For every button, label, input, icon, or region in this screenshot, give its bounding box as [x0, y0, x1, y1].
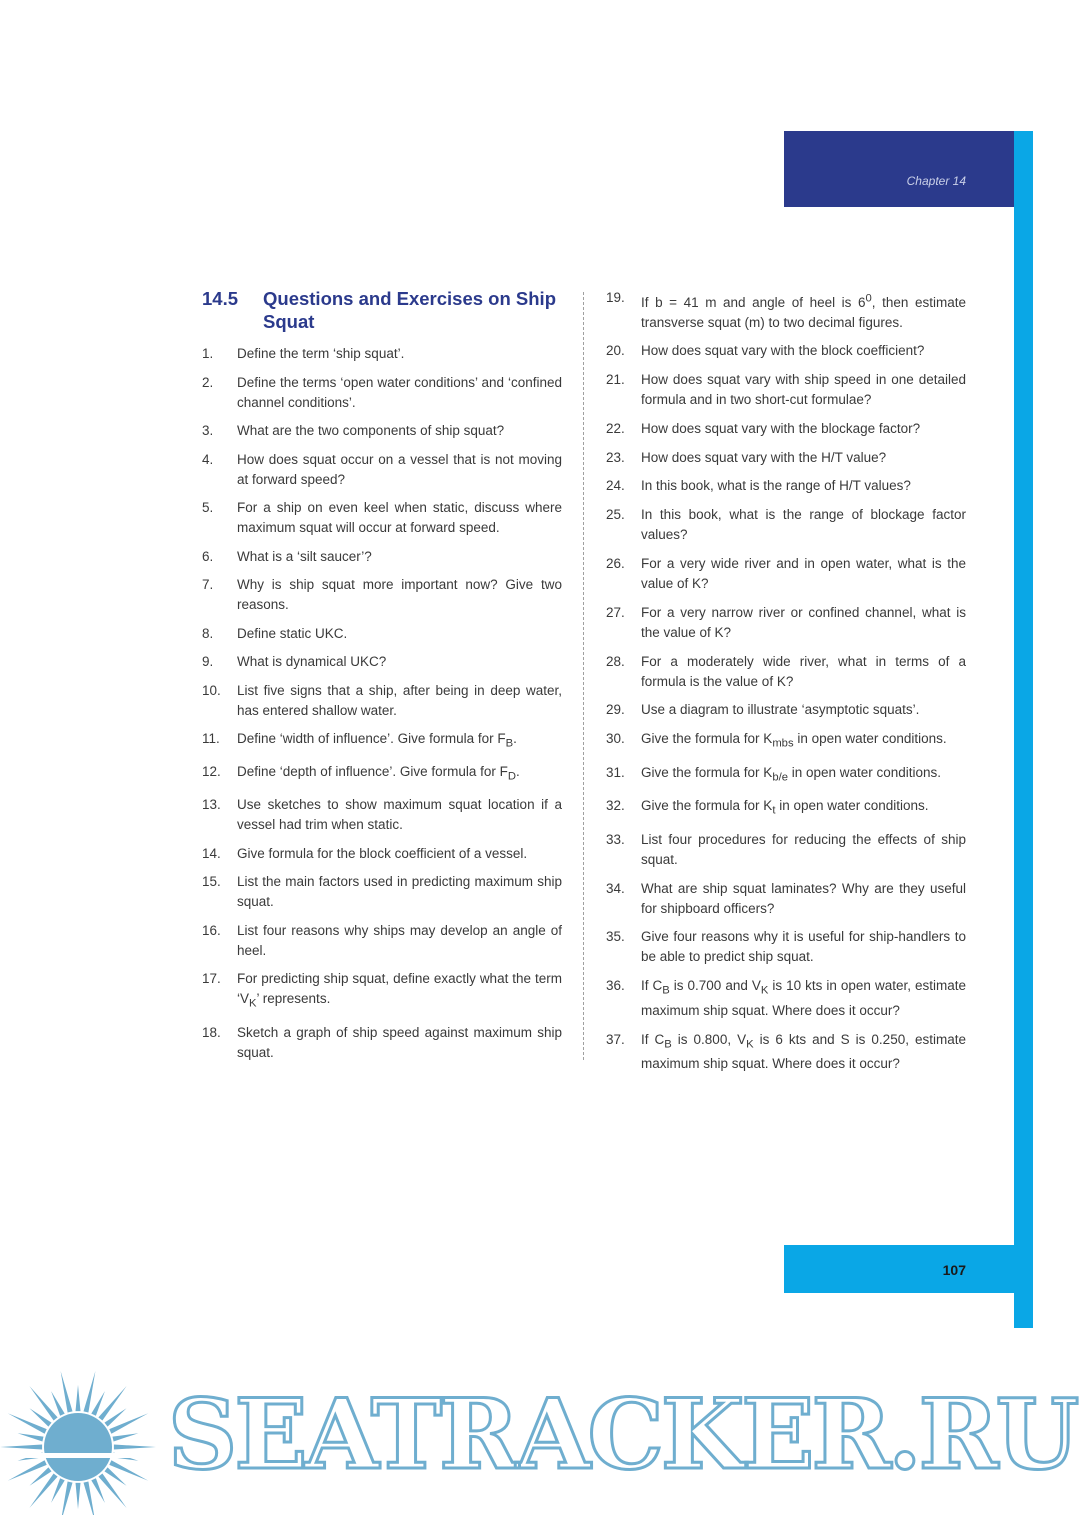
question-item: [202, 844, 562, 864]
question-text: What is dynamical UKC?: [237, 654, 387, 669]
question-text: Define ‘width of influence’. Give formula for $F_B$.: [237, 731, 517, 750]
question-text: Give the formula for $K_{mbs}$ in open water conditions.: [641, 731, 947, 750]
question-item: [606, 830, 966, 870]
question-text: If $C_B$ is 0.700 and $V_K$ is 10 kts in open water, estimate maximum ship squat. Where does it occur?: [641, 978, 966, 1018]
question-text: List five signs that a ship, after being in deep water, has entered shallow water.: [237, 682, 562, 718]
question-item: [202, 575, 562, 615]
question-item: [606, 700, 966, 720]
question-number: 15.: [202, 874, 221, 890]
question-text: List the main factors used in predicting maximum ship squat.: [237, 874, 562, 910]
question-number: 27.: [606, 604, 625, 620]
question-number: 6.: [202, 548, 214, 564]
question-number: 34.: [606, 880, 625, 896]
question-item: [202, 762, 562, 787]
question-item: [606, 419, 966, 439]
question-item: [202, 969, 562, 1014]
question-text: What is a ‘silt saucer’?: [237, 548, 372, 564]
question-item: [202, 872, 562, 912]
question-text: In this book, what is the range of blockage factor values?: [641, 507, 966, 543]
question-text: What are the two components of ship squat?: [237, 423, 505, 438]
question-text: How does squat vary with the H/T value?: [641, 449, 887, 465]
question-number: 11.: [202, 731, 220, 746]
question-number: 13.: [202, 797, 221, 813]
question-number: 26.: [606, 556, 625, 572]
question-text: What are ship squat laminates? Why are they useful for shipboard officers?: [641, 880, 966, 916]
question-text: How does squat occur on a vessel that is not moving at forward speed?: [237, 451, 562, 487]
question-item: [606, 505, 966, 545]
question-number: 21.: [606, 372, 625, 388]
question-number: 8.: [202, 625, 214, 641]
question-item: [202, 1023, 562, 1063]
question-number: 9.: [202, 654, 214, 669]
question-number: 35.: [606, 929, 625, 945]
question-text: Give formula for the block coefficient of a vessel.: [237, 845, 528, 861]
side-accent-strip: [1014, 131, 1033, 1328]
question-text: Use a diagram to illustrate ‘asymptotic squats’.: [641, 702, 920, 718]
question-item: [606, 476, 966, 496]
question-text: Define ‘depth of influence’. Give formula for $F_D$.: [237, 764, 520, 783]
question-item: [202, 373, 562, 413]
question-text: In this book, what is the range of H/T values?: [641, 478, 911, 494]
question-item: [606, 652, 966, 692]
question-number: 23.: [606, 449, 625, 465]
question-text: For a very narrow river or confined channel, what is the value of K?: [641, 604, 966, 640]
question-text: Define static UKC.: [237, 625, 348, 641]
chapter-label: Chapter 14: [906, 174, 966, 188]
question-number: 31.: [606, 764, 625, 780]
question-number: 16.: [202, 922, 221, 938]
question-text: How does squat vary with ship speed in one detailed formula and in two short-cut formulae?: [641, 372, 966, 408]
question-text: Use sketches to show maximum squat location if a vessel had trim when static.: [237, 797, 562, 833]
question-item: [202, 547, 562, 567]
question-text: Define the terms ‘open water conditions’ and ‘confined channel conditions’.: [237, 374, 562, 410]
question-text: For predicting ship squat, define exactly what the term ‘$V_K$’ represents.: [237, 971, 562, 1011]
question-text: How does squat vary with the blockage factor?: [641, 420, 921, 436]
question-text: How does squat vary with the block coefficient?: [641, 343, 925, 359]
question-number: 25.: [606, 507, 625, 523]
question-number: 12.: [202, 764, 221, 780]
question-number: 32.: [606, 798, 625, 814]
question-text: Give the formula for $K_t$ in open water conditions.: [641, 798, 929, 817]
question-number: 18.: [202, 1024, 221, 1040]
question-item: [202, 681, 562, 721]
question-number: 24.: [606, 478, 625, 494]
question-number: 33.: [606, 831, 625, 847]
question-item: [202, 795, 562, 835]
question-number: 37.: [606, 1031, 625, 1047]
question-number: 20.: [606, 343, 625, 359]
question-number: 7.: [202, 577, 214, 592]
question-item: [606, 927, 966, 967]
questions-list-left: [202, 344, 562, 1071]
question-text: Define the term ‘ship squat’.: [237, 346, 405, 361]
question-item: [202, 624, 562, 644]
question-number: 28.: [606, 653, 625, 669]
question-item: [606, 796, 966, 821]
question-item: [202, 498, 562, 538]
question-item: [202, 652, 562, 672]
question-number: 1.: [202, 346, 214, 361]
question-text: For a moderately wide river, what in terms of a formula is the value of K?: [641, 653, 966, 689]
question-number: 29.: [606, 702, 625, 718]
question-item: [606, 554, 966, 594]
question-item: [202, 421, 562, 441]
question-text: For a very wide river and in open water, what is the value of K?: [641, 556, 966, 592]
question-item: [202, 450, 562, 490]
question-item: [606, 341, 966, 361]
question-number: 10.: [202, 682, 221, 698]
page-number-box: [784, 1245, 1014, 1293]
question-item: [606, 288, 966, 333]
question-number: 19.: [606, 290, 625, 305]
question-item: [202, 344, 562, 364]
question-item: [606, 448, 966, 468]
question-text: Sketch a graph of ship speed against maximum ship squat.: [237, 1024, 562, 1060]
question-number: 30.: [606, 731, 625, 747]
watermark-text: SEATRACKER.RU: [168, 1378, 1077, 1491]
chapter-header-box: [784, 131, 1014, 207]
sun-icon: [0, 1371, 158, 1515]
question-item: [202, 921, 562, 961]
question-item: [606, 763, 966, 788]
question-text: Why is ship squat more important now? Give two reasons.: [237, 577, 562, 612]
question-text: If $C_B$ is 0.800, $V_K$ is 6 kts and S is 0.250, estimate maximum ship squat. Where does it occur?: [641, 1031, 966, 1072]
question-text: If b = 41 m and angle of heel is $6^0$, then estimate transverse squat (m) to two decimal figures.: [641, 292, 966, 330]
question-number: 36.: [606, 978, 625, 994]
question-number: 17.: [202, 971, 221, 987]
section-title: Questions and Exercises on Ship Squat: [263, 288, 557, 332]
question-item: [202, 729, 562, 754]
question-number: 5.: [202, 500, 214, 515]
question-text: List four reasons why ships may develop an angle of heel.: [237, 922, 562, 958]
question-item: [606, 976, 966, 1021]
question-item: [606, 879, 966, 919]
question-number: 2.: [202, 374, 214, 390]
question-text: Give four reasons why it is useful for ship-handlers to be able to predict ship squat.: [641, 929, 966, 965]
question-number: 4.: [202, 451, 214, 467]
question-item: [606, 603, 966, 643]
question-item: [606, 1030, 966, 1075]
question-number: 3.: [202, 423, 214, 438]
question-number: 22.: [606, 420, 625, 436]
question-item: [606, 729, 966, 754]
question-text: List four procedures for reducing the effects of ship squat.: [641, 831, 966, 867]
question-number: 14.: [202, 845, 221, 861]
question-text: Give the formula for $K_{b/e}$ in open water conditions.: [641, 764, 942, 784]
question-item: [606, 370, 966, 410]
page-number: 107: [942, 1262, 966, 1278]
questions-list-right: [606, 288, 966, 1083]
question-text: For a ship on even keel when static, discuss where maximum squat will occur at forward speed.: [237, 500, 562, 535]
section-number: 14.5: [202, 288, 239, 309]
column-divider: [583, 292, 584, 1060]
